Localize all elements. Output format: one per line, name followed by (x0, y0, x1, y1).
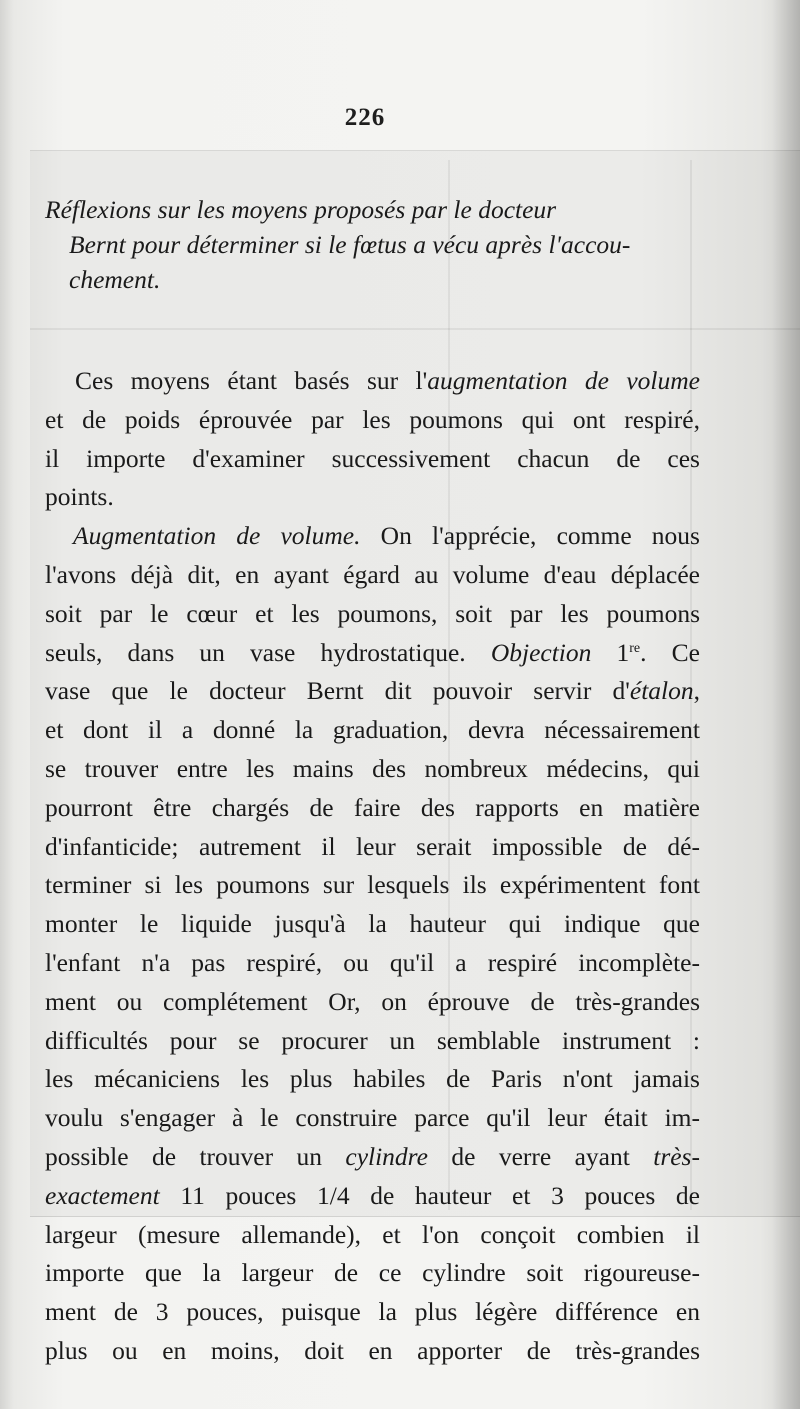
text-line: pourront être chargés de faire des rapports en matière (45, 792, 700, 822)
body-text (45, 362, 700, 1371)
page-gutter-shadow (0, 0, 14, 1409)
text-line: d'infanticide; autrement il leur serait impossible de dé- (45, 831, 700, 861)
heading-line: Réflexions sur les moyens proposés par le docteur (45, 195, 557, 224)
text-line: difficultés pour se procurer un semblable instrument : (45, 1025, 700, 1055)
text-line: seuls, dans un vase hydrostatique. Objection 1re. Ce (45, 637, 700, 667)
section-heading (45, 192, 700, 297)
text-line: ment de 3 pouces, puisque la plus légère différence en (45, 1297, 700, 1327)
text-line: plus ou en moins, doit en apporter de très-grandes (45, 1335, 700, 1365)
text-line: possible de trouver un cylindre de verre ayant très- (45, 1141, 700, 1171)
text-line: importe que la largeur de ce cylindre soit rigoureuse- (45, 1258, 700, 1288)
text-line: les mécaniciens les plus habiles de Paris n'ont jamais (45, 1064, 700, 1094)
text-line: Ces moyens étant basés sur l'augmentation de volume (75, 366, 700, 395)
bleed-rule (30, 328, 800, 330)
text-line: l'avons déjà dit, en ayant égard au volume d'eau déplacée (45, 559, 700, 589)
text-line: exactement 11 pouces 1/4 de hauteur et 3 pouces de (45, 1180, 700, 1210)
text-line: il importe d'examiner successivement chacun de ces (45, 443, 700, 473)
page-edge-shadow (772, 0, 800, 1409)
text-line: largeur (mesure allemande), et l'on conçoit combien il (45, 1219, 700, 1249)
text-line: ment ou complétement Or, on éprouve de très-grandes (45, 986, 700, 1016)
text-line: l'enfant n'a pas respiré, ou qu'il a respiré incomplète- (45, 947, 700, 977)
text-line: vase que le docteur Bernt dit pouvoir servir d'étalon, (45, 676, 700, 706)
text-line: terminer si les poumons sur lesquels ils expérimentent font (45, 870, 700, 900)
heading-line: chement. (69, 265, 161, 294)
text-line: et dont il a donné la graduation, devra nécessairement (45, 715, 700, 745)
text-line: Augmentation de volume. On l'apprécie, comme nous (73, 521, 700, 551)
text-line: monter le liquide jusqu'à la hauteur qui indique que (45, 909, 700, 939)
text-line: points. (45, 482, 114, 512)
text-line: et de poids éprouvée par les poumons qui ont respiré, (45, 404, 700, 434)
text-line: se trouver entre les mains des nombreux médecins, qui (45, 753, 700, 783)
text-line: soit par le cœur et les poumons, soit par les poumons (45, 598, 700, 628)
page-number: 226 (344, 104, 386, 131)
heading-line: Bernt pour déterminer si le fœtus a vécu après l'accou- (69, 230, 631, 259)
text-line: voulu s'engager à le construire parce qu'il leur était im- (45, 1103, 700, 1133)
